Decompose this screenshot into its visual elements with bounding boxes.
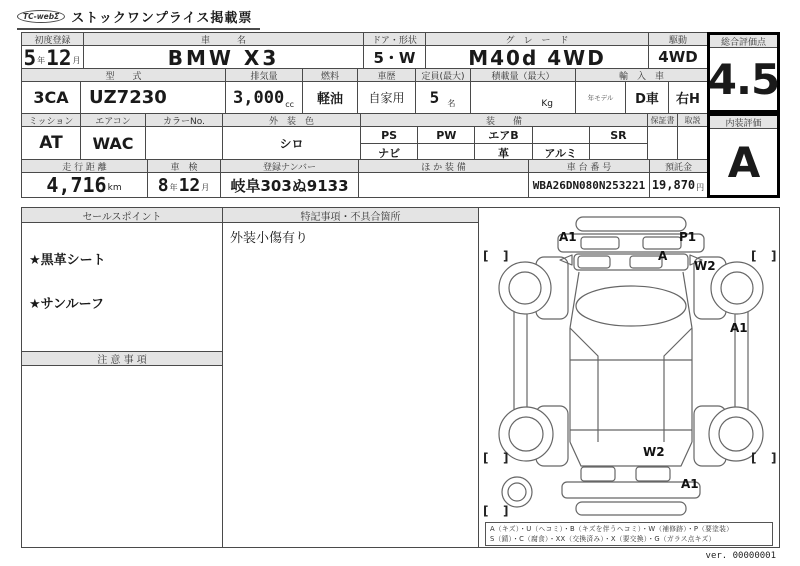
registration-number-label: 登録ナンバー <box>221 160 358 173</box>
overall-score-label: 総合評価点 <box>710 35 777 48</box>
bracket-mark: ] <box>503 451 509 465</box>
damage-mark: A1 <box>730 321 748 335</box>
mileage-label: 走 行 距 離 <box>22 160 147 173</box>
exterior-color-label: 外 装 色 <box>223 114 360 127</box>
registration-number-value: 岐阜303ぬ9133 <box>230 176 349 195</box>
color-no-label: カラーNo. <box>146 114 222 127</box>
capacity-label: 定員(最大) <box>416 69 470 82</box>
color-no-value <box>146 127 222 159</box>
history-label: 車歴 <box>358 69 415 82</box>
spec-row-1 <box>22 33 707 69</box>
field-fuel <box>303 69 358 113</box>
manual-value <box>678 127 707 159</box>
field-manual <box>678 114 707 159</box>
year-model-label: 年モデル <box>576 82 626 113</box>
manual-label: 取説 <box>678 114 707 127</box>
field-grade <box>426 33 649 68</box>
deposit-label: 預託金 <box>650 160 707 173</box>
legend-line: S（錆）・C（腐食）・XX（交換済み）・X（要交換）・G（ガラス点キズ） <box>490 534 716 543</box>
damage-mark: W2 <box>643 445 665 459</box>
capacity-value: 5 名 <box>429 88 456 108</box>
chassis-number-label: 車 台 番 号 <box>529 160 649 173</box>
other-equipment-value <box>359 173 528 197</box>
sales-points-content <box>22 223 222 351</box>
damage-mark: A1 <box>681 477 699 491</box>
grade-label: グ レ ー ド <box>426 33 648 46</box>
equipment-cell-sr: SR <box>590 127 647 144</box>
equipment-cell-leather: 革 <box>475 144 532 159</box>
bracket-mark: [ <box>751 249 757 263</box>
field-model-code <box>22 69 226 113</box>
damage-mark: P1 <box>679 230 697 244</box>
warranty-label: 保証書 <box>648 114 677 127</box>
inspection-label: 車 検 <box>148 160 220 173</box>
bracket-mark: ] <box>503 504 509 518</box>
field-load <box>471 69 576 113</box>
grade-value: M40d 4WD <box>468 46 606 68</box>
remarks-label: 特記事項・不具合箇所 <box>223 208 478 223</box>
equipment-grid <box>361 127 647 159</box>
dealer-car-value: D車 <box>626 82 669 113</box>
load-unit: Kg <box>541 99 553 109</box>
model-code-main: UZ7230 <box>89 87 167 108</box>
load-label: 積載量（最大） <box>471 69 575 82</box>
damage-mark: W2 <box>694 259 716 273</box>
sales-point-item: ★黒革シート <box>29 253 106 268</box>
field-chassis-number <box>529 160 650 197</box>
field-inspection <box>148 160 221 197</box>
equipment-cell-pw: PW <box>418 127 475 144</box>
bracket-mark: ] <box>771 249 777 263</box>
model-code-prefix: 3CA <box>22 82 81 113</box>
sales-points-box <box>21 207 223 548</box>
equipment-cell-empty2 <box>418 144 475 159</box>
bracket-mark: [ <box>483 451 489 465</box>
sales-points-label: セールスポイント <box>22 208 222 223</box>
remarks-content: 外装小傷有り <box>230 231 309 246</box>
fuel-value: 軽油 <box>316 92 343 107</box>
bracket-mark: [ <box>483 249 489 263</box>
field-mileage <box>22 160 148 197</box>
drive-value: 4WD <box>658 48 698 66</box>
spec-table <box>21 32 708 198</box>
field-aircon <box>81 114 146 159</box>
equipment-cell-airbag: エアB <box>475 127 532 144</box>
bracket-mark: ] <box>771 451 777 465</box>
transmission-label: ミッション <box>22 114 80 127</box>
car-name-label: 車 名 <box>84 33 363 46</box>
warranty-value <box>648 127 677 159</box>
field-transmission <box>22 114 81 159</box>
field-equipment <box>361 114 648 159</box>
bracket-mark: ] <box>503 249 509 263</box>
damage-mark: A1 <box>559 230 577 244</box>
field-exterior-color <box>223 114 361 159</box>
aircon-label: エアコン <box>81 114 145 127</box>
field-drive <box>649 33 707 68</box>
field-displacement <box>226 69 303 113</box>
car-name-value: BMW X3 <box>167 46 280 68</box>
model-code-value <box>22 82 225 113</box>
field-deposit <box>650 160 707 197</box>
field-registration-number <box>221 160 359 197</box>
version-text: ver. 00000001 <box>705 551 776 561</box>
bracket-mark: [ <box>483 504 489 518</box>
aircon-value: WAC <box>92 133 134 153</box>
history-value: 自家用 <box>368 91 405 105</box>
mileage-value: 4,716 km <box>46 173 122 197</box>
other-equipment-label: ほ か 装 備 <box>359 160 528 173</box>
legend-line: A（キズ）・U（ヘコミ）・B（キズを伴うヘコミ）・W（補修跡）・P（要塗装） <box>490 524 734 533</box>
overall-score-box <box>707 32 780 113</box>
handle-value: 右H <box>676 92 700 107</box>
damage-legend <box>485 522 773 546</box>
fuel-label: 燃料 <box>303 69 357 82</box>
remarks-box <box>222 207 479 548</box>
door-shape-label: ドア・形状 <box>364 33 425 46</box>
field-capacity <box>416 69 471 113</box>
bracket-mark: [ <box>751 451 757 465</box>
transmission-value: AT <box>39 133 63 153</box>
overall-score-value: 4.5 <box>707 54 780 104</box>
caution-label: 注 意 事 項 <box>22 351 222 366</box>
field-import-car <box>576 69 707 113</box>
equipment-cell-empty1 <box>533 127 590 144</box>
drive-label: 駆動 <box>649 33 707 46</box>
spec-row-2 <box>22 69 707 114</box>
exterior-color-value: シロ <box>279 136 304 151</box>
field-car-name <box>84 33 364 68</box>
field-door-shape <box>364 33 426 68</box>
displacement-label: 排気量 <box>226 69 302 82</box>
door-shape-value: 5・W <box>373 48 416 67</box>
car-outline-drawing <box>479 208 779 547</box>
equipment-label: 装 備 <box>361 114 647 127</box>
tcweb-logo-icon: TC-webΣ <box>17 10 65 23</box>
equipment-cell-alloy: アルミ <box>533 144 590 159</box>
spec-row-3 <box>22 114 707 160</box>
inspection-value: 8 年 12 月 <box>157 174 210 196</box>
sales-point-item: ★サンルーフ <box>29 297 105 312</box>
field-warranty <box>648 114 678 159</box>
interior-score-box <box>707 113 780 198</box>
deposit-value: 19,870 円 <box>651 178 705 192</box>
field-other-equipment <box>359 160 529 197</box>
equipment-cell-ps: PS <box>361 127 418 144</box>
title-bar <box>17 7 260 30</box>
equipment-cell-navi: ナビ <box>361 144 418 159</box>
spec-row-4 <box>22 160 707 197</box>
field-first-registration <box>22 33 84 68</box>
field-history <box>358 69 416 113</box>
import-car-label: 輸 入 車 <box>576 69 707 82</box>
page-title: ストックワンプライス掲載票 <box>71 11 253 26</box>
model-code-label: 型 式 <box>22 69 225 82</box>
chassis-number-value: WBA26DN080N253221 <box>532 178 646 192</box>
damage-diagram <box>478 207 780 548</box>
first-registration-label: 初度登録 <box>22 33 83 46</box>
first-registration-value: 5 年 12 月 <box>23 46 81 68</box>
damage-mark: A <box>658 249 668 263</box>
equipment-cell-empty3 <box>590 144 647 159</box>
displacement-value: 3,000 cc <box>233 87 294 109</box>
field-color-no <box>146 114 223 159</box>
interior-score-label: 内装評価 <box>710 116 777 129</box>
interior-score-value: A <box>727 137 760 187</box>
import-car-value <box>576 82 707 113</box>
caution-content <box>22 366 222 547</box>
